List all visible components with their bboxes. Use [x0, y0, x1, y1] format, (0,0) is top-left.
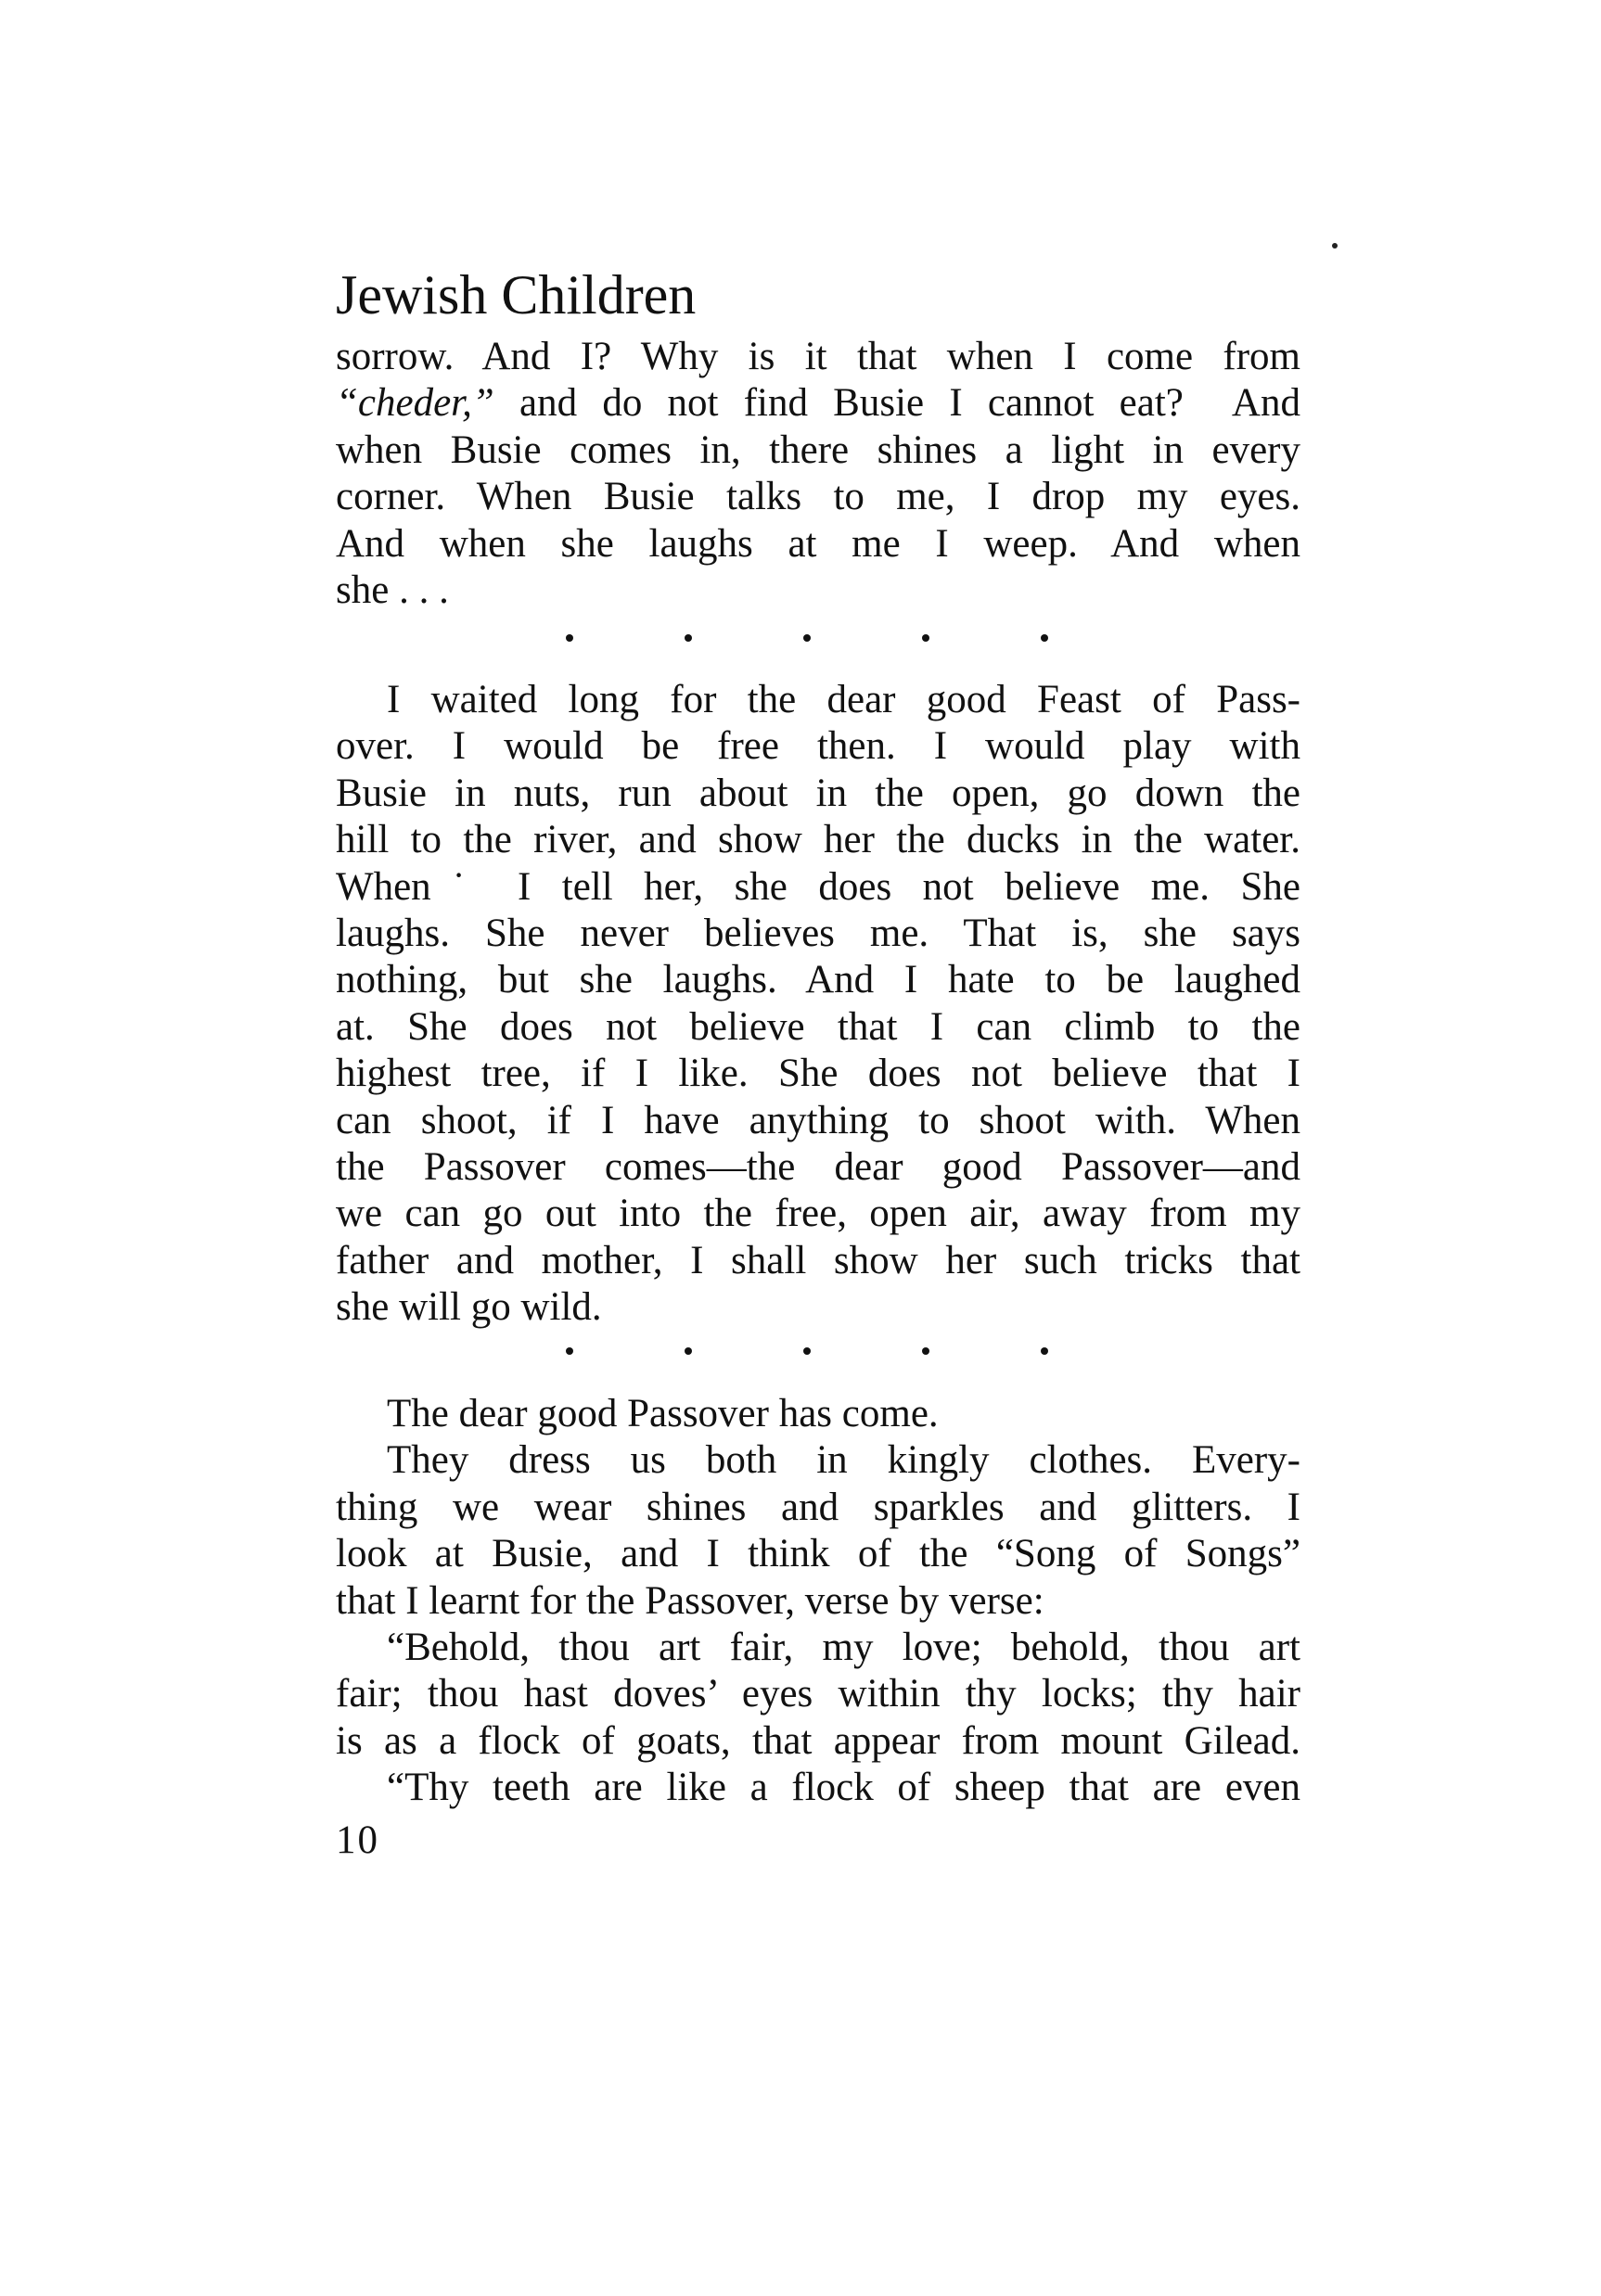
text-fragment: and do not find Busie I cannot eat? And [493, 381, 1300, 426]
divider-dot [566, 1347, 573, 1355]
section-divider [566, 629, 1048, 647]
text-line: that I learnt for the Passover, verse by verse: [336, 1578, 1044, 1623]
text-line: Busie in nuts, run about in the open, go down the [336, 771, 1300, 815]
text-line: corner. When Busie talks to me, I drop my eyes. [336, 475, 1300, 519]
divider-dot [803, 1347, 811, 1355]
divider-dot [566, 634, 573, 642]
paragraph-continuation [336, 334, 1300, 614]
divider-dot [685, 634, 692, 642]
text-line: The dear good Passover has come. [387, 1392, 939, 1435]
paragraph-passover-come [336, 1391, 1300, 1812]
text-line: can shoot, if I have anything to shoot with. When [336, 1098, 1300, 1142]
text-line: over. I would be free then. I would play with [336, 724, 1300, 769]
text-line: highest tree, if I like. She does not believe that I [336, 1052, 1300, 1096]
text-line: is as a flock of goats, that appear from mount Gilead. [336, 1718, 1300, 1763]
text-line: And when she laughs at me I weep. And when [336, 521, 1300, 566]
text-line: “Behold, thou art fair, my love; behold, thou art [387, 1625, 1300, 1669]
divider-dot [685, 1347, 692, 1355]
paragraph-passover-wait [336, 677, 1300, 1331]
text-line: the Passover comes—the dear good Passover—and [336, 1144, 1300, 1189]
divider-dot [922, 634, 929, 642]
text-line: we can go out into the free, open air, away from my [336, 1192, 1300, 1236]
stray-mark [1332, 243, 1338, 249]
text-line-cheder [336, 380, 1300, 427]
text-line: laughs. She never believes me. That is, she says [336, 911, 1300, 955]
divider-dot [1041, 634, 1048, 642]
page-number: 10 [336, 1818, 379, 1862]
text-line: father and mother, I shall show her such tricks that [336, 1238, 1300, 1282]
running-head: Jewish Children [336, 264, 697, 325]
text-line: nothing, but she laughs. And I hate to be laughed [336, 958, 1300, 1002]
divider-dot [1041, 1347, 1048, 1355]
text-line: at. She does not believe that I can climb to the [336, 1004, 1300, 1049]
text-line: fair; thou hast doves’ eyes within thy locks; thy hair [336, 1672, 1300, 1716]
text-line: hill to the river, and show her the ducks in the water. [336, 818, 1300, 862]
text-line: sorrow. And I? Why is it that when I come from [336, 335, 1300, 378]
text-line: she will go wild. [336, 1285, 602, 1330]
text-line: They dress us both in kingly clothes. Every- [387, 1438, 1300, 1483]
italic-cheder: “cheder,” [336, 381, 494, 426]
text-line: When˙ I tell her, she does not believe me. She [336, 864, 1300, 909]
divider-dot [922, 1347, 929, 1355]
divider-dot [803, 634, 811, 642]
text-line: she . . . [336, 568, 449, 612]
text-line: look at Busie, and I think of the “Song of Songs” [336, 1532, 1300, 1576]
text-line: “Thy teeth are like a flock of sheep that are even [387, 1766, 1300, 1810]
text-line: thing we wear shines and sparkles and glitters. I [336, 1485, 1300, 1529]
text-line: I waited long for the dear good Feast of Pass- [387, 678, 1300, 721]
section-divider [566, 1342, 1048, 1360]
text-line: when Busie comes in, there shines a light in every [336, 427, 1300, 472]
